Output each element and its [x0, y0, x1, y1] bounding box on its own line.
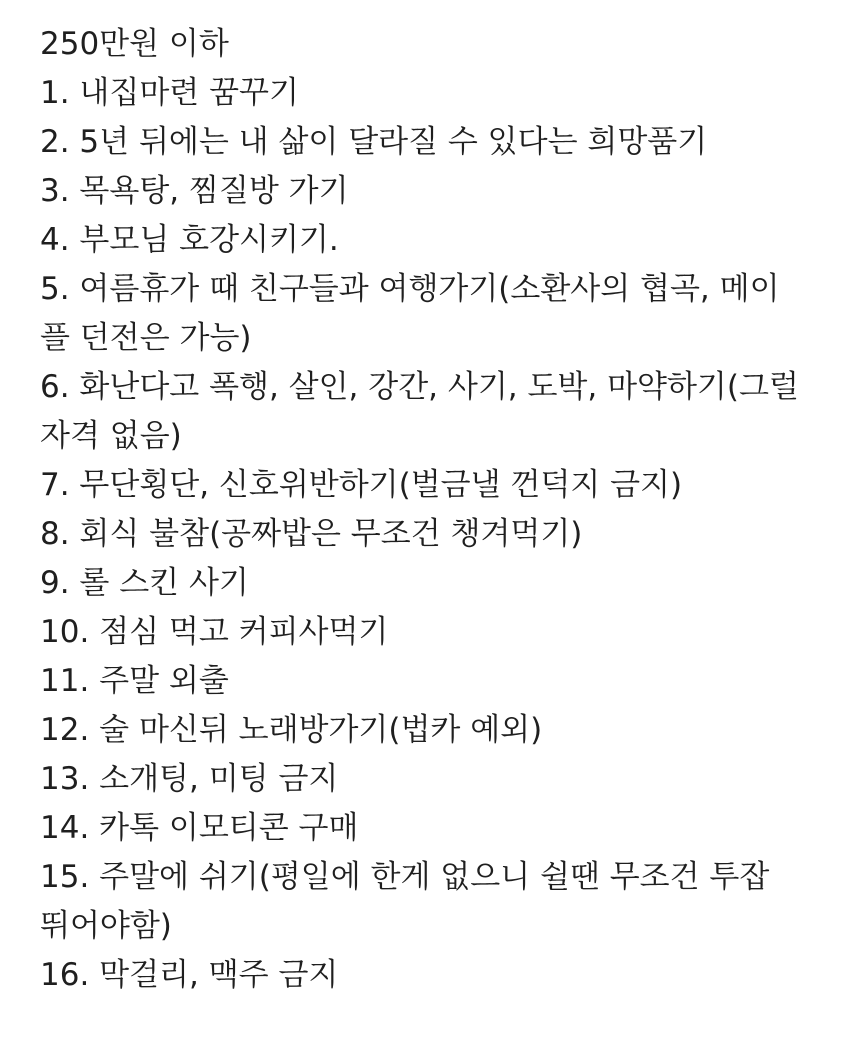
- list-item-10: 10. 점심 먹고 커피사먹기: [40, 614, 389, 650]
- list-item-5: 5. 여름휴가 때 친구들과 여행가기(소환사의 협곡, 메이: [40, 271, 780, 307]
- list-item-13: 13. 소개팅, 미팅 금지: [40, 761, 339, 797]
- list-item-9: 9. 롤 스킨 사기: [40, 565, 249, 601]
- list-item-11: 11. 주말 외출: [40, 663, 229, 699]
- list-item-3: 3. 목욕탕, 찜질방 가기: [40, 173, 349, 209]
- list-item-15: 15. 주말에 쉬기(평일에 한게 없으니 쉴땐 무조건 투잡: [40, 859, 770, 895]
- list-item-6-continued: 자격 없음): [40, 418, 182, 454]
- list-item-14: 14. 카톡 이모티콘 구매: [40, 810, 359, 846]
- document-body: [40, 20, 830, 1000]
- list-item-6: 6. 화난다고 폭행, 살인, 강간, 사기, 도박, 마약하기(그럴: [40, 369, 799, 405]
- list-item-4: 4. 부모님 호강시키기.: [40, 222, 339, 258]
- list-item-5-continued: 플 던전은 가능): [40, 320, 252, 356]
- heading: 250만원 이하: [40, 26, 229, 62]
- list-item-1: 1. 내집마련 꿈꾸기: [40, 75, 299, 111]
- list-item-2: 2. 5년 뒤에는 내 삶이 달라질 수 있다는 희망품기: [40, 124, 708, 160]
- list-item-7: 7. 무단횡단, 신호위반하기(벌금낼 껀덕지 금지): [40, 467, 683, 503]
- list-item-15-continued: 뛰어야함): [40, 908, 172, 944]
- list-item-8: 8. 회식 불참(공짜밥은 무조건 챙겨먹기): [40, 516, 583, 552]
- list-item-12: 12. 술 마신뒤 노래방가기(법카 예외): [40, 712, 543, 748]
- list-item-16: 16. 막걸리, 맥주 금지: [40, 957, 339, 993]
